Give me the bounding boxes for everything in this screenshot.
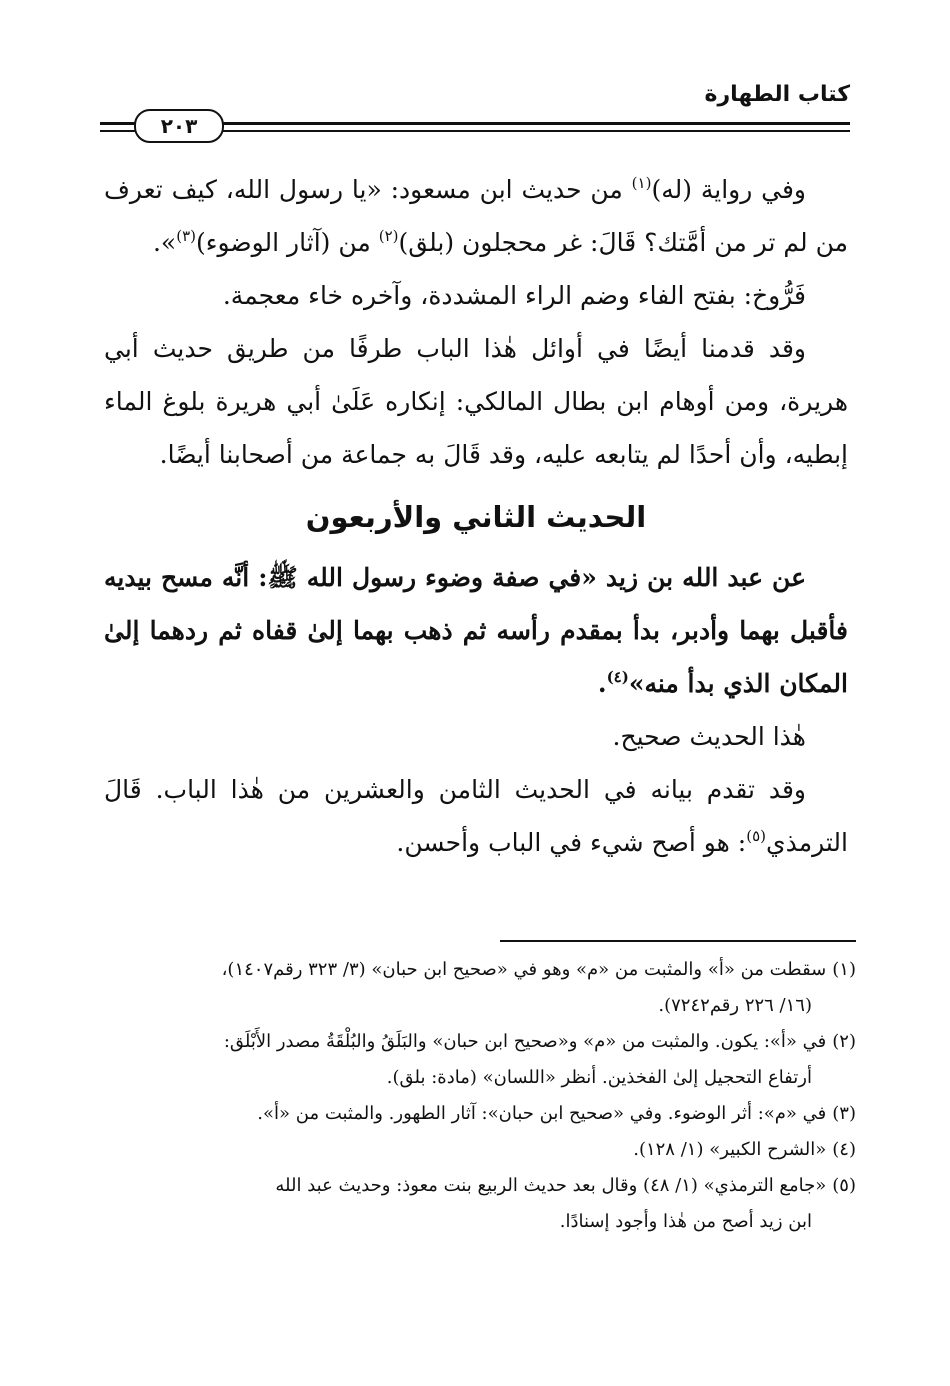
footnote-text: «جامع الترمذي» (١/ ٤٨) وقال بعد حديث الربيع بنت معوذ: وحديث عبد الله <box>275 1175 827 1196</box>
footnote-number: (٤) <box>832 1139 856 1160</box>
footnote-text: في «م»: أثر الوضوء. وفي «صحيح ابن حبان»: آثار الطهور. والمثبت من «أ». <box>257 1103 827 1124</box>
paragraph-farrukh: فَرُّوخ: بفتح الفاء وضم الراء المشددة، وآخره خاء معجمة. <box>222 281 806 310</box>
text-run: وفي رواية (له) <box>651 175 806 204</box>
footnote-3 <box>104 1096 856 1132</box>
text-run: عن عبد الله بن زيد «في صفة وضوء رسول الله ﷺ: أنَّه مسح بيديه فأقبل بهما وأدبر، بدأ بمقدم رأسه ثم ذهب بهما إلىٰ قفاه ثم ردهما إلىٰ المكان الذي بدأ منه» <box>104 563 848 698</box>
footnote-4 <box>104 1132 856 1168</box>
running-title: كتاب الطهارة <box>704 82 850 107</box>
page-header <box>100 82 850 142</box>
text-run: من حديث ابن مسعود: «يا رسول الله، كيف تعرف من لم تر من أمَّتك؟ قَالَ: غر محجلون (بلق) <box>104 175 848 257</box>
text-run: من (آثار الوضوء) <box>195 228 379 257</box>
footnote-text: في «أ»: يكون. والمثبت من «م» و«صحيح ابن حبان» والبَلَقُ والبُلْقَةُ مصدر الأَبْلَق: <box>223 1031 827 1052</box>
paragraph-grading: هٰذا الحديث صحيح. <box>612 722 806 751</box>
footnote-number: (٣) <box>832 1103 856 1124</box>
text-run: وقد تقدم بيانه في الحديث الثامن والعشرين من هٰذا الباب. قَالَ الترمذي <box>104 775 848 857</box>
footnote-ref-2: (٢) <box>378 227 399 245</box>
paragraph-tirmidhi <box>104 763 848 869</box>
paragraph-hadith-text <box>104 551 848 710</box>
text-run: ». <box>152 228 177 257</box>
page-number: ٢٠٣ <box>134 109 224 143</box>
footnote-number: (٢) <box>832 1031 856 1052</box>
paragraph-narration <box>104 163 848 269</box>
footnote-text-continued: ابن زيد أصح من هٰذا وأجود إسنادًا. <box>559 1211 812 1232</box>
footnote-text-continued: (١٦/ ٢٢٦ رقم٧٢٤٢). <box>658 995 812 1016</box>
footnote-2 <box>104 1024 856 1096</box>
footnote-ref-5: (٥) <box>746 827 767 845</box>
footnote-1 <box>104 952 856 1024</box>
footnote-number: (٥) <box>832 1175 856 1196</box>
section-heading: الحديث الثاني والأربعون <box>305 500 647 534</box>
footnote-text: سقطت من «أ» والمثبت من «م» وهو في «صحيح ابن حبان» (٣/ ٣٢٣ رقم١٤٠٧)، <box>221 959 827 980</box>
footnote-number: (١) <box>832 959 856 980</box>
footnote-5 <box>104 1168 856 1240</box>
main-text <box>104 163 848 869</box>
text-run: . <box>597 669 607 698</box>
footnote-ref-3: (٣) <box>176 227 196 245</box>
footnote-ref-1: (١) <box>631 174 652 192</box>
footnote-ref-4: (٤) <box>606 668 629 686</box>
footnote-text: «الشرح الكبير» (١/ ١٢٨). <box>633 1139 827 1160</box>
paragraph-abu-hurayra: وقد قدمنا أيضًا في أوائل هٰذا الباب طرفًا من طريق حديث أبي هريرة، ومن أوهام ابن بطال المالكي: إنكاره عَلَىٰ أبي هريرة بلوغ الماء إبطيه، وأن أحدًا لم يتابعه عليه، وقد قَالَ به جماعة من أصحابنا أيضًا. <box>104 334 848 469</box>
footnote-separator <box>500 940 856 942</box>
text-run: : هو أصح شيء في الباب وأحسن. <box>396 828 747 857</box>
footnotes <box>104 952 856 1240</box>
footnote-text-continued: أرتفاع التحجيل إلىٰ الفخذين. أنظر «اللسان» (مادة: بلق). <box>386 1067 812 1088</box>
